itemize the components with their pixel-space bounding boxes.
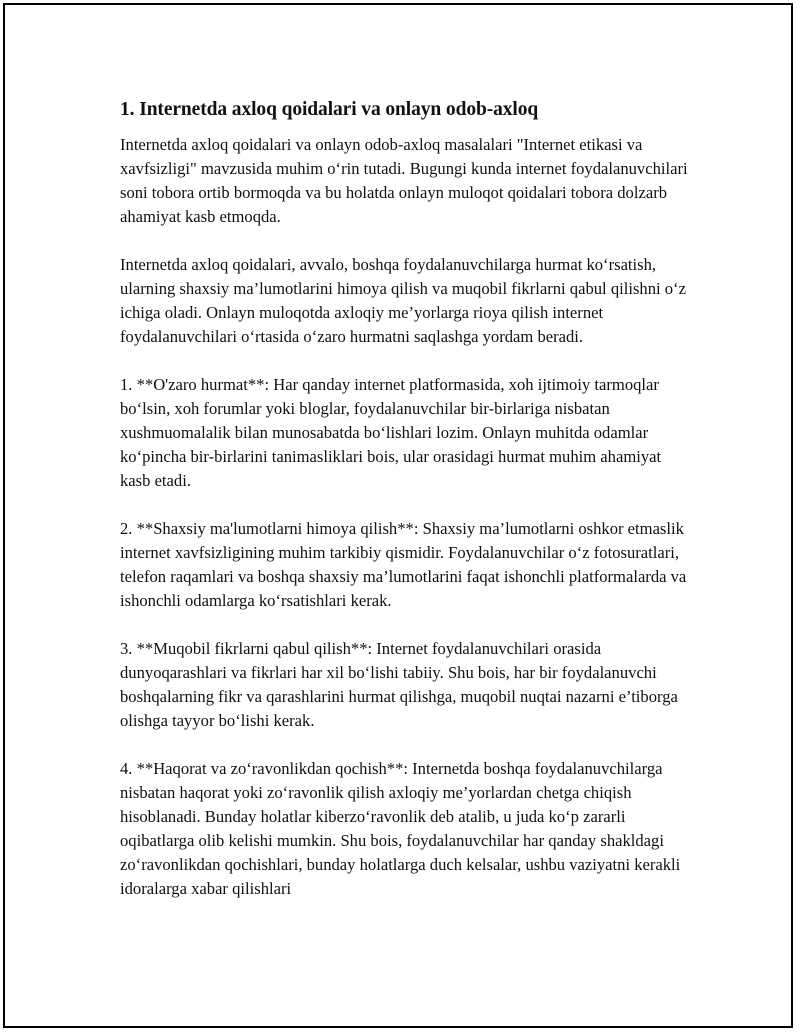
paragraph-intro: Internetda axloq qoidalari va onlayn odob-axloq masalalari "Internet etikasi va xavfsizligi" mavzusida muhim o‘rin tutadi. Bugungi kunda internet foydalanuvchilari soni tobora ortib bormoqda va bu holatda onlayn muloqot qoidalari tobora dolzarb ahamiyat kasb etmoqda.: [120, 135, 688, 226]
paragraph-item-3: 3. **Muqobil fikrlarni qabul qilish**: Internet foydalanuvchilari orasida dunyoqarashlari va fikrlari har xil bo‘lishi tabiiy. Shu bois, har bir foydalanuvchi boshqalarning fikr va qarashlarini hurmat qilishga, muqobil nuqtai nazarni e’tiborga olishga tayyor bo‘lishi kerak.: [120, 639, 678, 730]
document-body: [120, 97, 690, 925]
paragraph-item-1: 1. **O'zaro hurmat**: Har qanday internet platformasida, xoh ijtimoiy tarmoqlar bo‘lsin, xoh forumlar yoki bloglar, foydalanuvchilar bir-birlariga nisbatan xushmuomalalik bilan munosabatda bo‘lishlari lozim. Onlayn muhitda odamlar ko‘pincha bir-birlarini tanimasliklari bois, ular orasidagi hurmat muhim ahamiyat kasb etadi.: [120, 375, 662, 490]
document-page: [3, 3, 793, 1028]
paragraph-item-4: 4. **Haqorat va zo‘ravonlikdan qochish**: Internetda boshqa foydalanuvchilarga nisbatan haqorat yoki zo‘ravonlik qilish axloqiy me’yorlardan chetga chiqish hisoblanadi. Bunday holatlar kiberzo‘ravonlik deb atalib, u juda ko‘p zararli oqibatlarga olib kelishi mumkin. Shu bois, foydalanuvchilar har qanday shakldagi zo‘ravonlikdan qochishlari, bunday holatlarga duch kelsalar, ushbu vaziyatni kerakli idoralarga xabar qilishlari: [120, 759, 681, 898]
paragraph-item-2: 2. **Shaxsiy ma'lumotlarni himoya qilish**: Shaxsiy ma’lumotlarni oshkor etmaslik internet xavfsizligining muhim tarkibiy qismidir. Foydalanuvchilar o‘z fotosuratlari, telefon raqamlari va boshqa shaxsiy ma’lumotlarini faqat ishonchli platformalarda va ishonchli odamlarga ko‘rsatishlari kerak.: [120, 519, 687, 610]
paragraph-overview: Internetda axloq qoidalari, avvalo, boshqa foydalanuvchilarga hurmat ko‘rsatish, ularning shaxsiy ma’lumotlarini himoya qilish va muqobil fikrlarni qabul qilishni o‘z ichiga oladi. Onlayn muloqotda axloqiy me’yorlarga rioya qilish internet foydalanuvchilari o‘rtasida o‘zaro hurmatni saqlashga yordam beradi.: [120, 255, 686, 346]
section-heading: 1. Internetda axloq qoidalari va onlayn odob-axloq: [120, 99, 539, 120]
